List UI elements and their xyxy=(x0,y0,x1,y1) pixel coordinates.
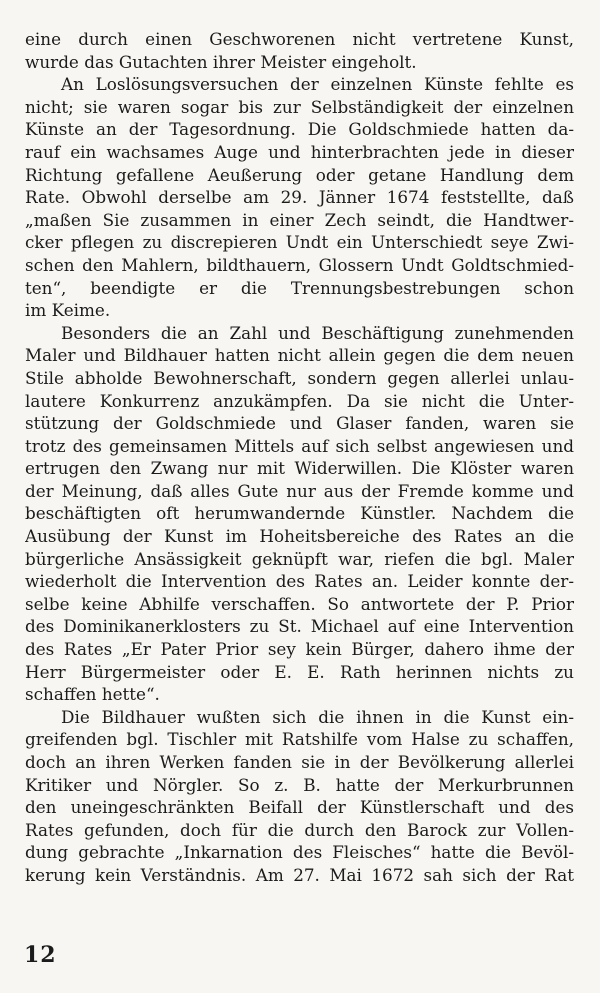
text-line: doch an ihren Werken fanden sie in der Bevölkerung allerlei xyxy=(25,752,574,772)
page-number: 12 xyxy=(24,942,57,968)
text-line: der Meinung, daß alles Gute nur aus der Fremde komme und xyxy=(25,480,574,501)
text-line: „maßen Sie zusammen in einer Zech seindt, die Handtwer- xyxy=(25,209,574,230)
text-line: lautere Konkurrenz anzukämpfen. Da sie nicht die Unter- xyxy=(25,390,574,411)
text-line: Besonders die an Zahl und Beschäftigung zunehmenden xyxy=(61,322,574,343)
text-line: schen den Mahlern, bildthauern, Glossern Undt Goldtschmied- xyxy=(25,254,574,275)
text-line: des Dominikanerklosters zu St. Michael auf eine Intervention xyxy=(25,616,574,637)
text-line: Künste an der Tagesordnung. Die Goldschmiede hatten da- xyxy=(25,119,574,140)
body-text xyxy=(25,28,574,887)
text-line: nicht; sie waren sogar bis zur Selbständigkeit der einzelnen xyxy=(25,96,574,117)
text-line: ten“, beendigte er die Trennungsbestrebungen schon xyxy=(25,277,574,298)
text-line: eine durch einen Geschworenen nicht vertretene Kunst, xyxy=(25,29,574,49)
text-line: Rate. Obwohl derselbe am 29. Jänner 1674 feststellte, daß xyxy=(25,187,574,208)
text-line: greifenden bgl. Tischler mit Ratshilfe vom Halse zu schaffen, xyxy=(25,729,574,750)
text-line: Herr Bürgermeister oder E. E. Rath herinnen nichts zu xyxy=(25,661,574,682)
text-line: selbe keine Abhilfe verschaffen. So antwortete der P. Prior xyxy=(25,593,574,614)
text-line: Maler und Bildhauer hatten nicht allein gegen die dem neuen xyxy=(25,345,574,366)
text-line: kerung kein Verständnis. Am 27. Mai 1672 sah sich der Rat xyxy=(25,864,574,885)
text-line: Die Bildhauer wußten sich die ihnen in die Kunst ein- xyxy=(61,706,574,727)
text-line: Richtung gefallene Aeußerung oder getane Handlung dem xyxy=(25,164,574,185)
text-line: beschäftigten oft herumwandernde Künstler. Nachdem die xyxy=(25,503,574,524)
text-line: den uneingeschränkten Beifall der Künstlerschaft und des xyxy=(25,797,574,818)
text-line: bürgerliche Ansässigkeit geknüpft war, riefen die bgl. Maler xyxy=(25,548,574,569)
text-line: ertrugen den Zwang nur mit Widerwillen. Die Klöster waren xyxy=(25,458,574,479)
text-line: Kritiker und Nörgler. So z. B. hatte der Merkurbrunnen xyxy=(25,774,574,795)
paragraph xyxy=(25,73,574,322)
text-line: rauf ein wachsames Auge und hinterbrachten jede in dieser xyxy=(25,141,574,162)
text-line: schaffen hette“. xyxy=(25,684,160,705)
text-line: cker pflegen zu discrepieren Undt ein Unterschiedt seye Zwi- xyxy=(25,232,574,253)
paragraph xyxy=(25,322,574,706)
text-line: wiederholt die Intervention des Rates an. Leider konnte der- xyxy=(25,571,574,592)
text-line: wurde das Gutachten ihrer Meister eingeholt. xyxy=(25,51,417,72)
text-line: dung gebrachte „Inkarnation des Fleisches“ hatte die Bevöl- xyxy=(25,842,574,863)
text-line: des Rates „Er Pater Prior sey kein Bürger, dahero ihme der xyxy=(25,639,574,660)
text-line: Stile abholde Bewohnerschaft, sondern gegen allerlei unlau- xyxy=(25,367,574,388)
text-line: An Loslösungsversuchen der einzelnen Künste fehlte es xyxy=(61,74,574,95)
text-line: im Keime. xyxy=(25,300,111,321)
text-line: Ausübung der Kunst im Hoheitsbereiche des Rates an die xyxy=(25,526,574,547)
text-line: Rates gefunden, doch für die durch den Barock zur Vollen- xyxy=(25,819,574,840)
paragraph xyxy=(25,28,574,73)
text-line: stützung der Goldschmiede und Glaser fanden, waren sie xyxy=(25,413,574,434)
text-line: trotz des gemeinsamen Mittels auf sich selbst angewiesen und xyxy=(25,435,574,456)
paragraph xyxy=(25,706,574,887)
